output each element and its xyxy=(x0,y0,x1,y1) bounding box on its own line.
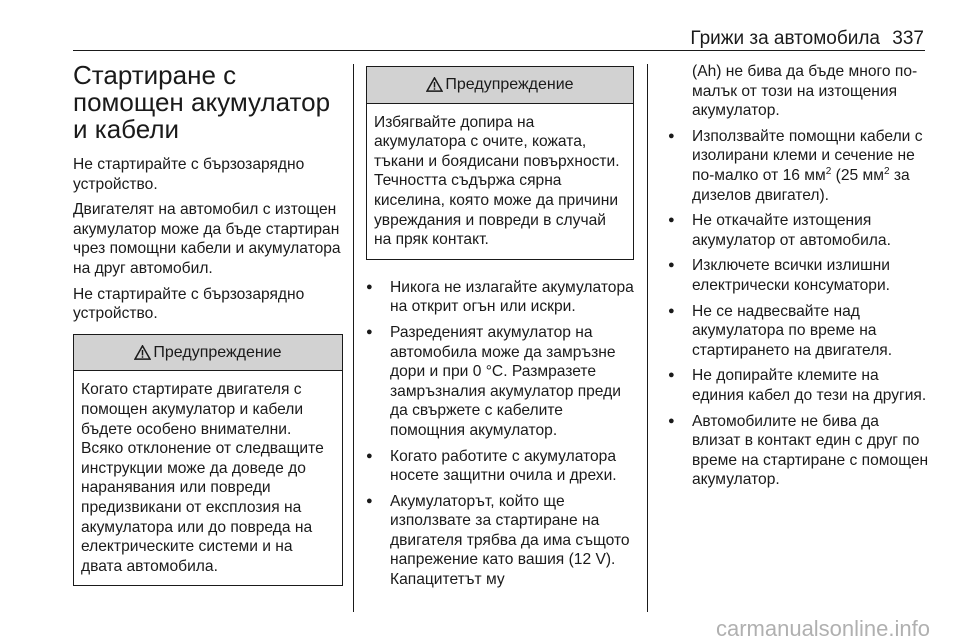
list-item xyxy=(366,447,634,486)
column-divider-1 xyxy=(353,64,354,612)
list-item xyxy=(668,211,930,250)
list-item xyxy=(366,278,634,317)
warning-triangle-icon xyxy=(426,77,443,92)
bullet-icon xyxy=(366,492,390,590)
warning-text: Избягвайте допира на акумулатора с очите, кожата, тъкани и боядисани повърхности. Течността съдържа сярна киселина, която може да причини увреждания и повреди в случай на пряк контакт. xyxy=(374,113,620,249)
list-item xyxy=(668,366,930,405)
list-item xyxy=(668,412,930,490)
list-item-text: Разреденият акумулатор на автомобила може да замръзне дори и при 0 °C. Размразете замръзналия акумулатор преди да свържете с кабелите помощния акумулатор. xyxy=(390,323,621,439)
list-item-text: Автомобилите не бива да влизат в контакт един с друг по време на стартиране с помощен акумулатор. xyxy=(692,412,929,489)
column-3 xyxy=(668,62,930,496)
bullet-icon xyxy=(668,302,692,361)
continuation-text: (Ah) не бива да бъде много по-малък от този на изтощения акумулатор. xyxy=(692,63,918,120)
page-number: 337 xyxy=(892,28,924,49)
header-title: Грижи за автомобила xyxy=(690,28,880,49)
list-item xyxy=(668,302,930,361)
list-item-text: Не се надвесвайте над акумулатора по време на стартирането на двигателя. xyxy=(692,302,893,359)
column-1 xyxy=(73,62,343,600)
list-item-text: Изключете всички излишни електрически консуматори. xyxy=(692,257,891,294)
column-divider-2 xyxy=(647,64,648,612)
warning-text: Когато стартирате двигателя с помощен акумулатор и кабели бъдете особено внимателни. Всяко отклонение от следващите инструкции може да доведе до наранявания или повреди предизвикани от експлозия на акумулатора или до повреда на електрическите системи и на двата автомобила. xyxy=(81,381,324,575)
watermark: carmanualsonline.info xyxy=(715,616,930,641)
warning-header xyxy=(367,67,633,104)
warning-triangle-icon xyxy=(134,345,151,360)
bullet-icon xyxy=(668,211,692,250)
bullet-icon xyxy=(668,127,692,205)
cable-text-part: за дизелов двигател). xyxy=(692,166,910,204)
header-rule xyxy=(73,50,925,51)
list-item-text: Не допирайте клемите на единия кабел до тези на другия. xyxy=(692,367,927,404)
bullet-icon xyxy=(366,447,390,486)
bullet-icon xyxy=(366,323,390,441)
warning-header xyxy=(74,335,342,372)
list-item xyxy=(668,127,930,205)
warning-box xyxy=(366,66,634,260)
warning-title: Предупреждение xyxy=(153,343,282,361)
cable-text-part: (25 мм xyxy=(831,166,884,184)
list-item-text: Акумулаторът, който ще използвате за стартиране на двигателя трябва да има същото напрежение като вашия (12 V). Капацитетът му xyxy=(390,492,630,589)
paragraph: Не стартирайте с бързозарядно устройство. xyxy=(73,285,305,323)
list-item-text: Когато работите с акумулатора носете защитни очила и дрехи. xyxy=(390,447,617,485)
cable-text-part: Използвайте помощни кабели с изолирани клеми и сечение не по-малко от 16 мм xyxy=(692,127,923,184)
bullet-icon xyxy=(668,412,692,490)
list-item-text xyxy=(692,127,930,205)
warning-box xyxy=(73,334,343,587)
superscript: 2 xyxy=(883,165,890,177)
superscript: 2 xyxy=(825,165,832,177)
list-item xyxy=(366,323,634,441)
bullet-icon xyxy=(668,366,692,405)
list-item-text: Не откачайте изтощения акумулатор от автомобила. xyxy=(692,212,891,249)
paragraph: Двигателят на автомобил с изтощен акумулатор може да бъде стартиран чрез помощни кабели и акумулатора на друг автомобил. xyxy=(73,201,341,277)
list-item-text: Никога не излагайте акумулатора на открит огън или искри. xyxy=(390,278,634,316)
section-heading: Стартиране с помощен акумулатор и кабели xyxy=(73,60,331,144)
bullet-icon xyxy=(668,256,692,295)
list-item xyxy=(366,492,634,590)
warning-title: Предупреждение xyxy=(445,76,574,93)
list-item xyxy=(668,256,930,295)
paragraph: Не стартирайте с бързозарядно устройство. xyxy=(73,156,305,193)
bullet-icon xyxy=(366,278,390,317)
column-2 xyxy=(366,62,634,596)
